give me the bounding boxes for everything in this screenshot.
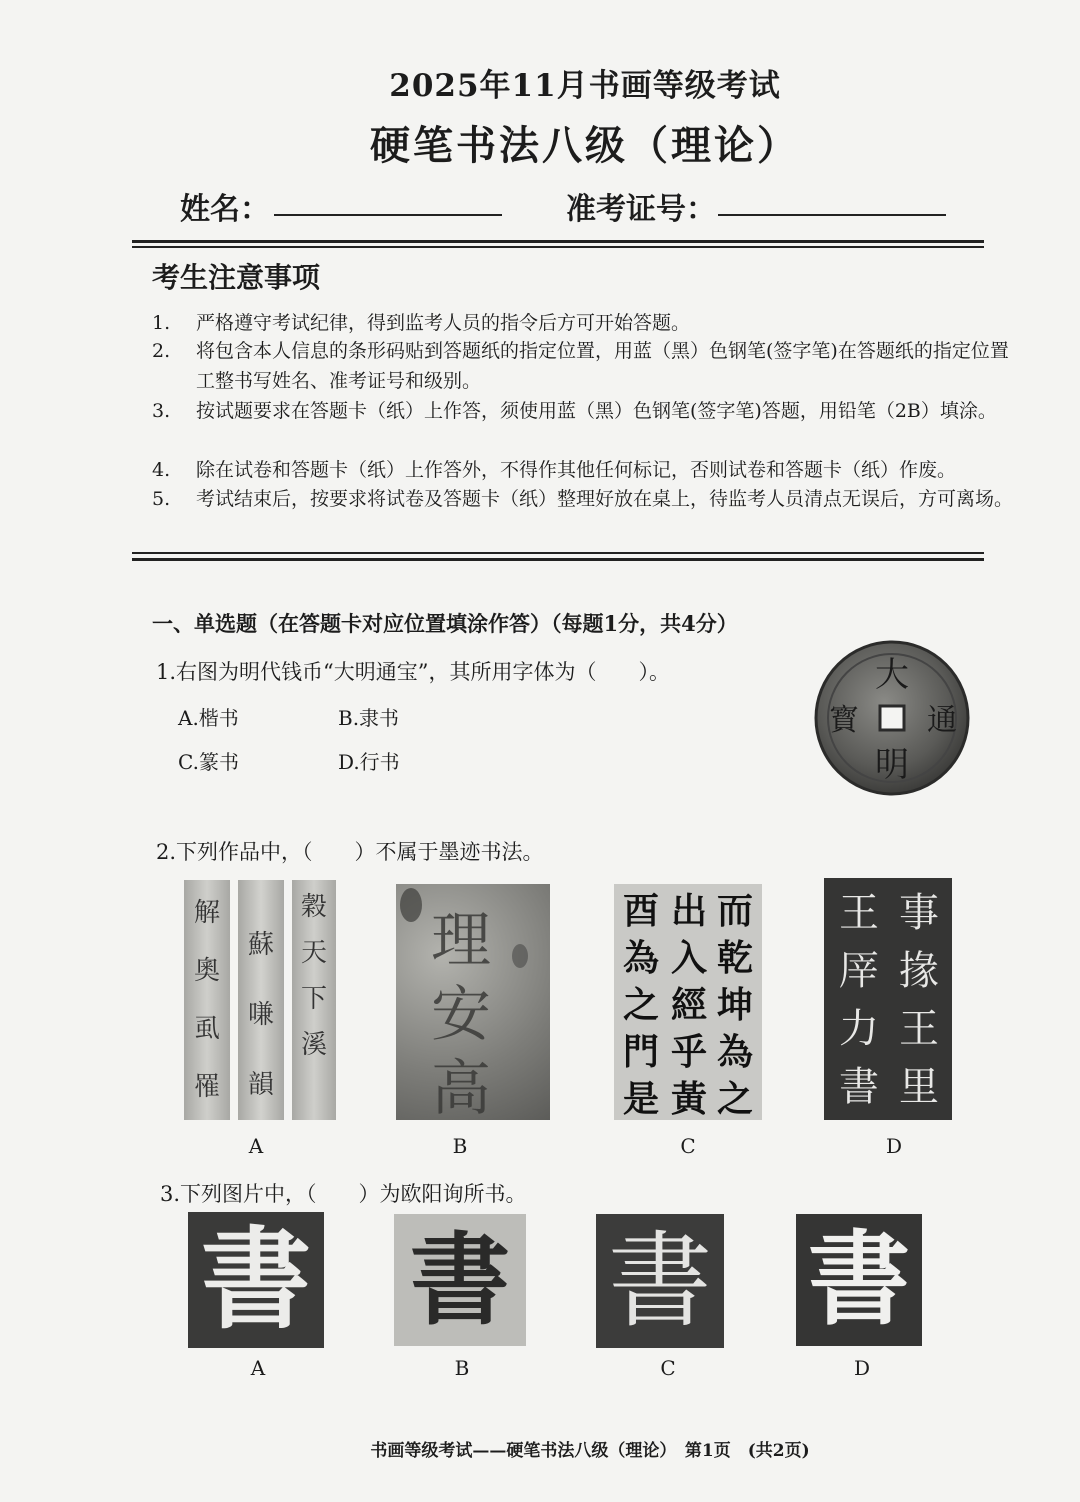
- q1-option-b[interactable]: B.隶书: [338, 706, 400, 730]
- coin-char-top: 大: [875, 655, 909, 695]
- shu-char: 書: [607, 1220, 712, 1342]
- inscription-text: 理安高: [431, 906, 491, 1120]
- notice-text: 按试题要求在答题卡（纸）上作答，须使用蓝（黑）色钢笔(签字笔)答题，用铅笔（2B）填涂。: [196, 400, 997, 422]
- shu-char: 書: [201, 1215, 311, 1344]
- question-2: 2.下列作品中，（ ）不属于墨迹书法。: [156, 840, 544, 864]
- bottom-rule-thin: [132, 552, 984, 554]
- q3-label-c[interactable]: C: [660, 1356, 676, 1380]
- notice-text: 考试结束后，按要求将试卷及答题卡（纸）整理好放在桌上，待监考人员清点无误后，方可离场。: [196, 488, 1014, 510]
- notice-title: 考生注意事项: [152, 261, 321, 294]
- q1-option-c[interactable]: C.篆书: [178, 750, 239, 774]
- q2-image-d: [824, 878, 952, 1120]
- coin-char-right: 通: [927, 703, 957, 738]
- section-heading: 一、单选题（在答题卡对应位置填涂作答）（每题1分，共4分）: [152, 611, 738, 636]
- notice-item: [152, 484, 1012, 544]
- q2-image-c: [614, 884, 762, 1120]
- page-footer: 书画等级考试——硬笔书法八级（理论） 第1页 (共2页): [370, 1441, 810, 1461]
- rubbing-text: 王厗力書: [839, 890, 879, 1110]
- top-rule: [132, 240, 984, 243]
- exam-id-input-line[interactable]: [718, 214, 946, 216]
- name-label: 姓名：: [180, 192, 270, 227]
- notice-item: [152, 308, 1012, 338]
- name-input-line[interactable]: [274, 214, 502, 216]
- notice-item: [152, 396, 1012, 456]
- shu-char: 書: [808, 1220, 910, 1340]
- q3-image-b: [394, 1214, 526, 1346]
- q2-label-d[interactable]: D: [885, 1134, 903, 1158]
- notice-num: 1.: [152, 312, 171, 334]
- q3-image-c: [596, 1214, 724, 1348]
- q3-label-d[interactable]: D: [853, 1356, 871, 1380]
- q2-label-a[interactable]: A: [248, 1134, 264, 1158]
- slip-text: 蘇嗛韻: [247, 930, 274, 1100]
- notice-text: 严格遵守考试纪律，得到监考人员的指令后方可开始答题。: [196, 312, 691, 334]
- coin-char-left: 寳: [829, 703, 859, 738]
- rubbing-text: 事掾王里: [899, 890, 939, 1110]
- slip-text: 解奧虱罹: [193, 898, 220, 1102]
- shu-char: 書: [410, 1221, 510, 1339]
- notice-num: 5.: [152, 488, 171, 510]
- column-text: 酉為之門是: [622, 890, 659, 1120]
- notice-item: [152, 336, 1012, 396]
- exam-title: 2025年11月书画等级考试: [389, 68, 781, 104]
- notice-item: [152, 455, 1012, 485]
- q3-image-d: [796, 1214, 922, 1346]
- bottom-rule: [132, 558, 984, 561]
- top-rule-thin: [132, 246, 984, 248]
- exam-id-label: 准考证号：: [566, 192, 716, 227]
- q3-label-b[interactable]: B: [454, 1356, 470, 1380]
- notice-num: 4.: [152, 459, 171, 481]
- q2-image-a: [184, 880, 336, 1120]
- notice-num: 2.: [152, 340, 171, 362]
- q3-label-a[interactable]: A: [250, 1356, 266, 1380]
- q3-image-a: [188, 1212, 324, 1348]
- q2-label-b[interactable]: B: [452, 1134, 468, 1158]
- slip-text: 穀天下溪: [300, 892, 327, 1060]
- coin-image: [814, 640, 970, 796]
- q2-image-b: [396, 884, 550, 1120]
- notice-text: 除在试卷和答题卡（纸）上作答外，不得作其他任何标记，否则试卷和答题卡（纸）作废。: [196, 459, 957, 481]
- q1-option-a[interactable]: A.楷书: [178, 706, 239, 730]
- question-3: 3.下列图片中，（ ）为欧阳询所书。: [160, 1182, 527, 1206]
- q1-option-d[interactable]: D.行书: [338, 750, 400, 774]
- column-text: 出入經乎黃: [670, 890, 707, 1120]
- exam-subtitle: 硬笔书法八级（理论）: [370, 122, 800, 169]
- notice-num: 3.: [152, 400, 171, 422]
- question-1: 1.右图为明代钱币“大明通宝”，其所用字体为（ ）。: [156, 660, 671, 684]
- coin-char-bottom: 明: [875, 745, 909, 785]
- column-text: 而乾坤為之: [716, 890, 753, 1120]
- q2-label-c[interactable]: C: [680, 1134, 696, 1158]
- notice-text: 将包含本人信息的条形码贴到答题纸的指定位置，用蓝（黑）色钢笔(签字笔)在答题纸的指定位置工整书写姓名、准考证号和级别。: [196, 340, 1009, 392]
